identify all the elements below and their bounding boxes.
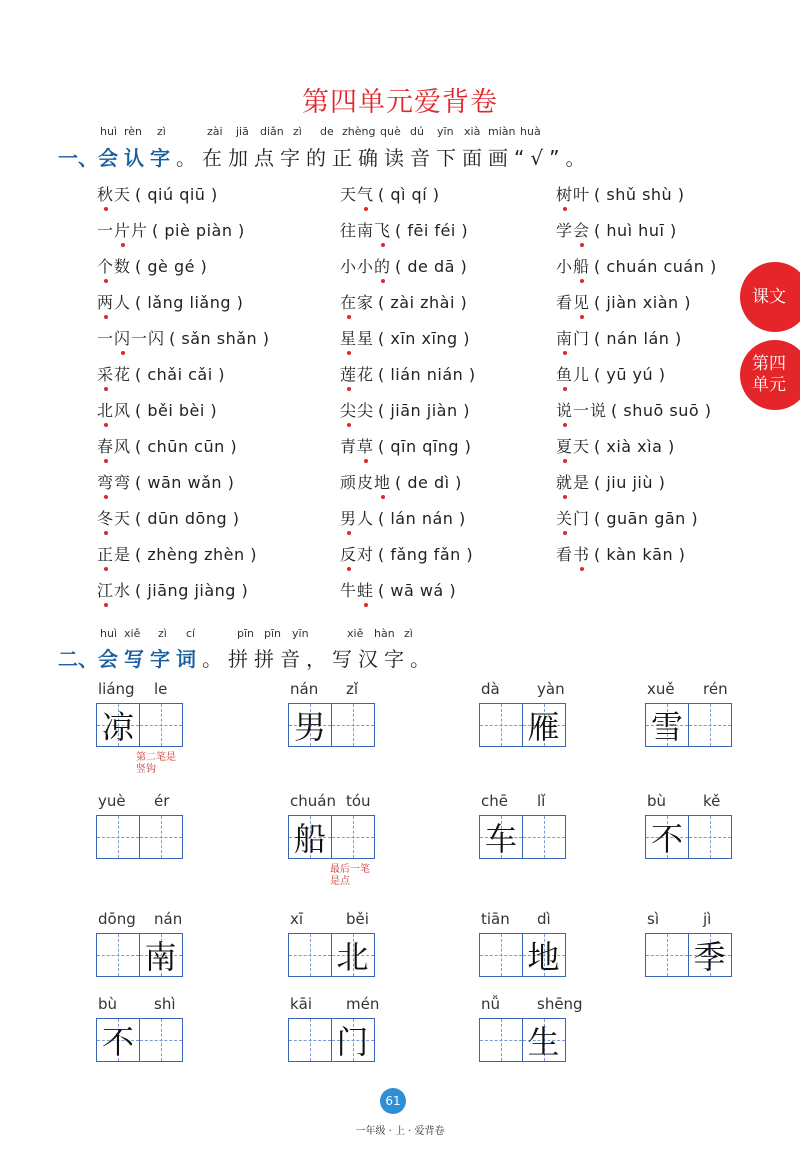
pinyin-syllable: zì (158, 627, 167, 640)
recognition-item (97, 470, 234, 493)
recognition-item (97, 254, 207, 277)
recognition-item (97, 506, 239, 529)
written-character (689, 816, 731, 858)
item-pinyin-options[interactable]: ( chuán cuán ) (594, 257, 717, 276)
tianzige-box[interactable] (645, 703, 689, 747)
pinyin-syllable: zhèng (342, 125, 376, 138)
pinyin-syllable: rèn (124, 125, 143, 138)
section-instruction: 。在加点字的正确读音下面画“√”。 (176, 146, 592, 170)
tianzige-box[interactable] (479, 1018, 523, 1062)
item-pinyin-options[interactable]: ( nán lán ) (594, 329, 682, 348)
writing-cell (645, 792, 745, 862)
item-word: 男人 (340, 509, 374, 528)
tianzige-grid (288, 933, 373, 977)
item-word: 就是 (556, 473, 590, 492)
item-pinyin-options[interactable]: ( shǔ shù ) (594, 185, 685, 204)
item-word: 南门 (556, 329, 590, 348)
section-number: 二、 (58, 647, 98, 671)
recognition-item (97, 542, 257, 565)
tianzige-box[interactable] (479, 703, 523, 747)
item-word: 说一说 (556, 401, 607, 420)
cell-pinyin-syllable: nán (154, 910, 183, 928)
pinyin-syllable: xiě (124, 627, 141, 640)
cell-pinyin-syllable: nǚ (481, 995, 501, 1013)
section1-heading (58, 142, 591, 171)
item-word: 星星 (340, 329, 374, 348)
tianzige-box[interactable] (288, 815, 332, 859)
tianzige-box[interactable] (96, 933, 140, 977)
written-character: 车 (484, 820, 517, 858)
tianzige-box[interactable] (688, 933, 732, 977)
item-pinyin-options[interactable]: ( xīn xīng ) (378, 329, 471, 348)
tianzige-box[interactable] (331, 1018, 375, 1062)
recognition-item (556, 218, 677, 241)
recognition-item (340, 182, 439, 205)
tianzige-box[interactable] (288, 1018, 332, 1062)
recognition-item (97, 290, 243, 313)
item-word: 小船 (556, 257, 590, 276)
item-pinyin-options[interactable]: ( wān wǎn ) (135, 473, 235, 492)
pinyin-syllable: cí (186, 627, 196, 640)
item-pinyin-options[interactable]: ( de dā ) (395, 257, 468, 276)
written-character (332, 704, 374, 746)
item-word: 冬天 (97, 509, 131, 528)
item-pinyin-options[interactable]: ( jiu jiù ) (594, 473, 666, 492)
written-character (523, 816, 565, 858)
recognition-item (340, 578, 456, 601)
footer-text: 一年级 · 上 · 爱背卷 (355, 1126, 445, 1137)
tianzige-box[interactable] (688, 703, 732, 747)
cell-pinyin-syllable: chē (481, 792, 508, 810)
item-word: 天气 (340, 185, 374, 204)
item-word: 正是 (97, 545, 131, 564)
recognition-item (97, 362, 225, 385)
item-word: 青草 (340, 437, 374, 456)
item-word: 尖尖 (340, 401, 374, 420)
writing-cell (479, 910, 579, 980)
written-character (140, 1019, 182, 1061)
tianzige-box[interactable] (139, 933, 183, 977)
written-character (689, 704, 731, 746)
recognition-item (340, 326, 470, 349)
recognition-item (556, 470, 665, 493)
tianzige-box[interactable] (479, 933, 523, 977)
item-word: 两人 (97, 293, 131, 312)
item-word: 看书 (556, 545, 590, 564)
item-pinyin-options[interactable]: ( qiú qiū ) (135, 185, 218, 204)
item-word: 顽皮地 (340, 473, 391, 492)
item-word: 个数 (97, 257, 131, 276)
item-word: 往南飞 (340, 221, 391, 240)
item-word: 树叶 (556, 185, 590, 204)
written-character (97, 934, 139, 976)
cell-pinyin-syllable: jì (703, 910, 712, 928)
recognition-item (340, 362, 476, 385)
pinyin-syllable: pīn (264, 627, 282, 640)
recognition-item (97, 182, 218, 205)
tianzige-grid (288, 703, 373, 747)
recognition-item (556, 398, 711, 421)
tianzige-grid (645, 933, 730, 977)
cell-pinyin-syllable: xuě (647, 680, 675, 698)
item-pinyin-options[interactable]: ( jiàn xiàn ) (594, 293, 691, 312)
written-character: 南 (144, 938, 177, 976)
writing-cell (645, 910, 745, 980)
recognition-item (340, 254, 467, 277)
item-pinyin-options[interactable]: ( fēi féi ) (395, 221, 469, 240)
tianzige-grid (479, 815, 564, 859)
written-character (480, 704, 522, 746)
item-pinyin-options[interactable]: ( qì qí ) (378, 185, 440, 204)
item-word: 秋天 (97, 185, 131, 204)
item-pinyin-options[interactable]: ( wā wá ) (378, 581, 457, 600)
recognition-item (97, 578, 248, 601)
recognition-item (97, 434, 237, 457)
cell-pinyin-syllable: shì (154, 995, 176, 1013)
tianzige-grid (96, 815, 181, 859)
item-pinyin-options[interactable]: ( jiāng jiàng ) (135, 581, 249, 600)
written-character: 北 (336, 938, 369, 976)
cell-pinyin-syllable: kāi (290, 995, 313, 1013)
pinyin-syllable: pīn (237, 627, 255, 640)
pinyin-syllable: zì (293, 125, 302, 138)
written-character: 雁 (527, 708, 560, 746)
section-keyword: 会写字词 (98, 647, 202, 671)
cell-pinyin-syllable: zǐ (346, 680, 359, 698)
item-word: 鱼儿 (556, 365, 590, 384)
cell-pinyin-syllable: bù (647, 792, 667, 810)
written-character (332, 816, 374, 858)
recognition-item (97, 218, 245, 241)
cell-pinyin-syllable: dōng (98, 910, 136, 928)
item-pinyin-options[interactable]: ( zhèng zhèn ) (135, 545, 257, 564)
tianzige-grid (96, 1018, 181, 1062)
item-pinyin-options[interactable]: ( piè piàn ) (152, 221, 245, 240)
pinyin-syllable: zài (207, 125, 223, 138)
tianzige-box[interactable] (522, 933, 566, 977)
written-character (646, 934, 688, 976)
cell-pinyin-syllable: dà (481, 680, 500, 698)
page-number: 61 (380, 1088, 406, 1114)
cell-pinyin-syllable: shēng (537, 995, 583, 1013)
item-pinyin-options[interactable]: ( gè gé ) (135, 257, 208, 276)
tianzige-box[interactable] (139, 703, 183, 747)
tianzige-box[interactable] (331, 703, 375, 747)
written-character: 不 (650, 820, 683, 858)
cell-pinyin-syllable: rén (703, 680, 728, 698)
item-word: 莲花 (340, 365, 374, 384)
writing-cell (96, 680, 196, 775)
tianzige-box[interactable] (96, 1018, 140, 1062)
tianzige-box[interactable] (96, 815, 140, 859)
tianzige-grid (479, 703, 564, 747)
tianzige-box[interactable] (288, 933, 332, 977)
cell-pinyin-syllable: sì (647, 910, 659, 928)
recognition-item (97, 326, 270, 349)
recognition-item (340, 434, 471, 457)
tianzige-box[interactable] (522, 815, 566, 859)
pinyin-syllable: dú (410, 125, 424, 138)
tianzige-grid (479, 933, 564, 977)
cell-pinyin-syllable: liáng (98, 680, 135, 698)
stroke-note: 第二笔是 竖钩 (136, 752, 176, 775)
section-instruction: 。拼拼音，写汉字。 (202, 647, 436, 671)
item-word: 在家 (340, 293, 374, 312)
side-tab-unit4[interactable]: 第四 单元 (740, 340, 800, 410)
written-character: 男 (293, 708, 326, 746)
written-character (480, 1019, 522, 1061)
tianzige-grid (96, 703, 181, 747)
written-character (140, 704, 182, 746)
item-word: 一片片 (97, 221, 148, 240)
pinyin-syllable: jiā (236, 125, 249, 138)
recognition-item (556, 290, 691, 313)
cell-pinyin-syllable: ér (154, 792, 170, 810)
section-number: 一、 (58, 146, 98, 170)
pinyin-syllable: zì (157, 125, 166, 138)
recognition-item (556, 362, 666, 385)
writing-cell (96, 995, 196, 1065)
item-pinyin-options[interactable]: ( xià xìa ) (594, 437, 675, 456)
tianzige-grid (288, 815, 373, 859)
pinyin-syllable: zì (404, 627, 413, 640)
item-pinyin-options[interactable]: ( yū yú ) (594, 365, 666, 384)
written-character: 凉 (101, 708, 134, 746)
item-pinyin-options[interactable]: ( kàn kān ) (594, 545, 686, 564)
written-character: 雪 (650, 708, 683, 746)
pinyin-syllable: què (380, 125, 401, 138)
recognition-item (340, 218, 468, 241)
cell-pinyin-syllable: kě (703, 792, 721, 810)
recognition-item (97, 398, 217, 421)
cell-pinyin-syllable: yàn (537, 680, 565, 698)
writing-cell (288, 792, 388, 887)
stroke-note: 最后一笔 是点 (330, 864, 370, 887)
section2-heading (58, 643, 436, 672)
item-word: 关门 (556, 509, 590, 528)
writing-cell (479, 680, 579, 750)
tianzige-grid (288, 1018, 373, 1062)
writing-cell (288, 680, 388, 750)
tianzige-box[interactable] (331, 815, 375, 859)
item-pinyin-options[interactable]: ( chǎi cǎi ) (135, 365, 226, 384)
tianzige-box[interactable] (645, 815, 689, 859)
written-character: 生 (527, 1023, 560, 1061)
pinyin-syllable: de (320, 125, 334, 138)
recognition-item (340, 398, 470, 421)
written-character (480, 934, 522, 976)
item-pinyin-options[interactable]: ( qīn qīng ) (378, 437, 472, 456)
recognition-item (556, 254, 717, 277)
tianzige-box[interactable] (645, 933, 689, 977)
item-pinyin-options[interactable]: ( guān gān ) (594, 509, 699, 528)
item-pinyin-options[interactable]: ( zài zhài ) (378, 293, 468, 312)
item-pinyin-options[interactable]: ( sǎn shǎn ) (169, 329, 270, 348)
written-character (289, 1019, 331, 1061)
item-pinyin-options[interactable]: ( lǎng liǎng ) (135, 293, 244, 312)
cell-pinyin-syllable: běi (346, 910, 369, 928)
writing-cell (645, 680, 745, 750)
cell-pinyin-syllable: tiān (481, 910, 510, 928)
recognition-item (556, 326, 682, 349)
tianzige-grid (645, 703, 730, 747)
cell-pinyin-syllable: dì (537, 910, 551, 928)
pinyin-syllable: huì (100, 125, 117, 138)
writing-cell (479, 792, 579, 862)
item-word: 小小的 (340, 257, 391, 276)
written-character: 门 (336, 1023, 369, 1061)
writing-cell (288, 995, 388, 1065)
tianzige-box[interactable] (139, 815, 183, 859)
item-pinyin-options[interactable]: ( běi bèi ) (135, 401, 218, 420)
pinyin-syllable: xiě (347, 627, 364, 640)
item-pinyin-options[interactable]: ( dūn dōng ) (135, 509, 240, 528)
pinyin-syllable: hàn (374, 627, 395, 640)
cell-pinyin-syllable: le (154, 680, 168, 698)
item-pinyin-options[interactable]: ( shuō suō ) (611, 401, 712, 420)
item-word: 学会 (556, 221, 590, 240)
section2-pinyin-row (0, 627, 800, 641)
item-word: 夏天 (556, 437, 590, 456)
item-word: 春风 (97, 437, 131, 456)
recognition-item (340, 290, 467, 313)
item-word: 采花 (97, 365, 131, 384)
item-word: 北风 (97, 401, 131, 420)
tianzige-box[interactable] (139, 1018, 183, 1062)
written-character (97, 816, 139, 858)
section-keyword: 会认字 (98, 146, 176, 170)
written-character: 季 (693, 938, 726, 976)
tianzige-grid (645, 815, 730, 859)
item-pinyin-options[interactable]: ( lán nán ) (378, 509, 466, 528)
written-character (140, 816, 182, 858)
written-character (289, 934, 331, 976)
section1-pinyin-row (0, 125, 800, 139)
item-pinyin-options[interactable]: ( fǎng fǎn ) (378, 545, 474, 564)
recognition-item (556, 434, 675, 457)
tianzige-box[interactable] (288, 703, 332, 747)
writing-cell (479, 995, 583, 1065)
recognition-item (556, 506, 698, 529)
item-pinyin-options[interactable]: ( de dì ) (395, 473, 462, 492)
written-character: 地 (527, 938, 560, 976)
pinyin-syllable: miàn (488, 125, 516, 138)
pinyin-syllable: huà (520, 125, 541, 138)
item-pinyin-options[interactable]: ( chūn cūn ) (135, 437, 238, 456)
cell-pinyin-syllable: yuè (98, 792, 126, 810)
pinyin-syllable: yīn (292, 627, 309, 640)
pinyin-syllable: huì (100, 627, 117, 640)
item-word: 一闪一闪 (97, 329, 165, 348)
item-word: 牛蛙 (340, 581, 374, 600)
cell-pinyin-syllable: bù (98, 995, 118, 1013)
cell-pinyin-syllable: chuán (290, 792, 336, 810)
item-pinyin-options[interactable]: ( huì huī ) (594, 221, 677, 240)
recognition-item (340, 542, 473, 565)
written-character: 不 (101, 1023, 134, 1061)
writing-cell (288, 910, 388, 980)
side-tab-lesson[interactable]: 课文 (740, 262, 800, 332)
cell-pinyin-syllable: nán (290, 680, 319, 698)
item-pinyin-options[interactable]: ( lián nián ) (378, 365, 476, 384)
tianzige-box[interactable] (688, 815, 732, 859)
pinyin-syllable: xià (464, 125, 481, 138)
recognition-item (556, 182, 685, 205)
cell-pinyin-syllable: mén (346, 995, 380, 1013)
cell-pinyin-syllable: lǐ (537, 792, 546, 810)
tianzige-box[interactable] (522, 703, 566, 747)
tianzige-box[interactable] (522, 1018, 566, 1062)
item-word: 反对 (340, 545, 374, 564)
tianzige-grid (479, 1018, 564, 1062)
tianzige-grid (96, 933, 181, 977)
recognition-item (340, 506, 466, 529)
recognition-item (556, 542, 685, 565)
item-word: 弯弯 (97, 473, 131, 492)
cell-pinyin-syllable: tóu (346, 792, 371, 810)
pinyin-syllable: diǎn (260, 125, 284, 138)
pinyin-syllable: yīn (437, 125, 454, 138)
tianzige-box[interactable] (96, 703, 140, 747)
written-character: 船 (293, 820, 326, 858)
item-word: 看见 (556, 293, 590, 312)
tianzige-box[interactable] (479, 815, 523, 859)
item-word: 江水 (97, 581, 131, 600)
writing-cell (96, 910, 196, 980)
item-pinyin-options[interactable]: ( jiān jiàn ) (378, 401, 470, 420)
tianzige-box[interactable] (331, 933, 375, 977)
recognition-item (340, 470, 462, 493)
cell-pinyin-syllable: xī (290, 910, 304, 928)
page-title: 第四单元爱背卷 (302, 87, 498, 118)
writing-cell (96, 792, 196, 862)
